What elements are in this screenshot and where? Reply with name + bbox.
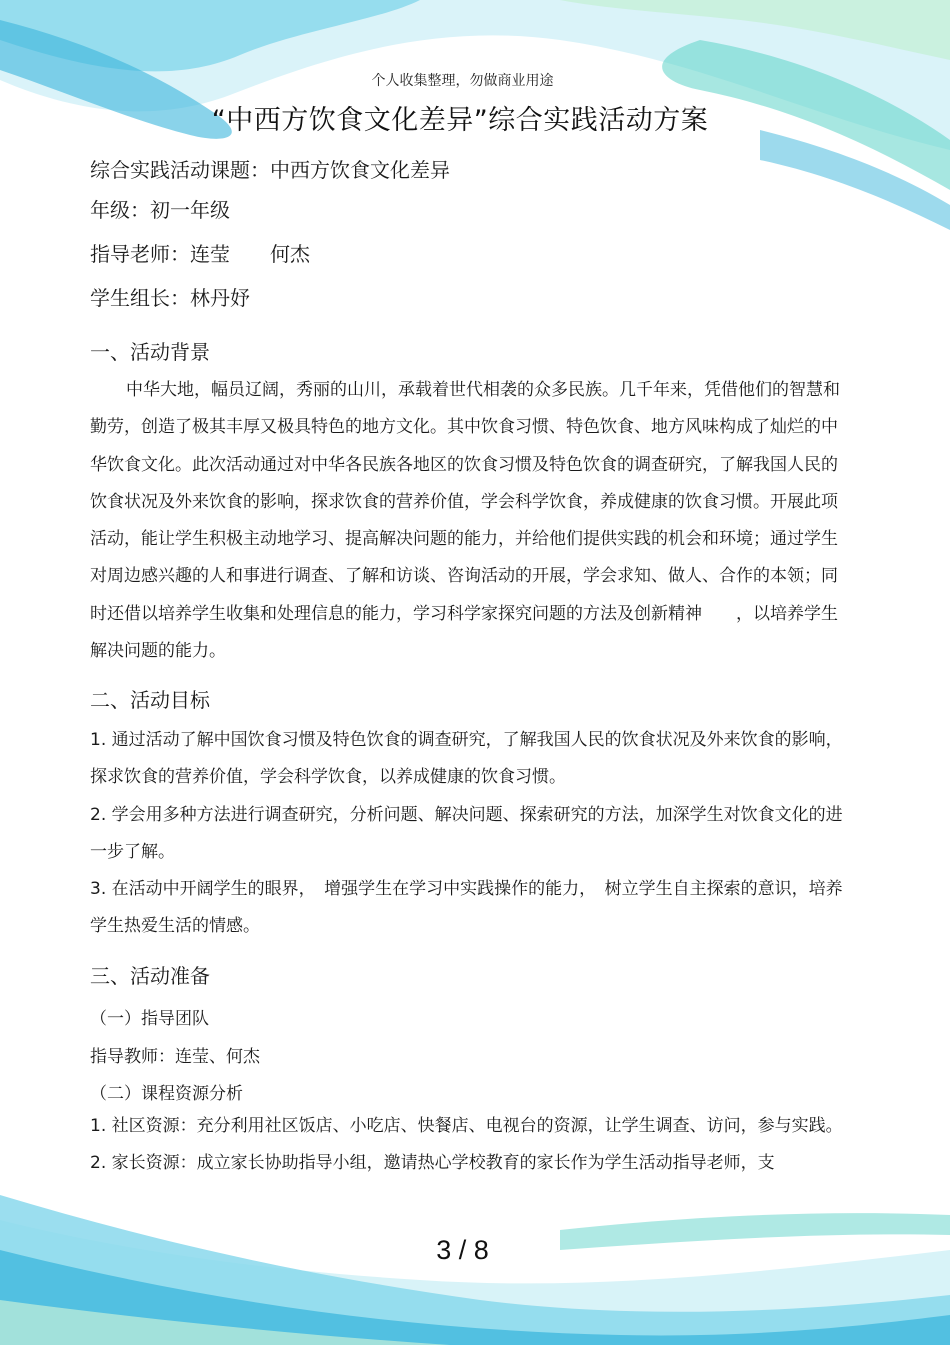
section-heading-preparation: 三、活动准备: [90, 964, 210, 988]
section-heading-goals: 二、活动目标: [90, 688, 210, 712]
goal-item-3: 3. 在活动中开阔学生的眼界， 增强学生在学习中实践操作的能力， 树立学生自主探索的意识，培养学生热爱生活的情感。: [90, 879, 843, 937]
teachers-line: 指导老师：连莹 何杰: [90, 242, 310, 266]
background-paragraph: [90, 372, 850, 670]
team-teachers-line: 指导教师：连莹、何杰: [90, 1047, 260, 1067]
goal-item-1: 1. 通过活动了解中国饮食习惯及特色饮食的调查研究，了解我国人民的饮食状况及外来饮食的影响，探求饮食的营养价值，学会科学饮食，以养成健康的饮食习惯。: [90, 730, 843, 788]
background-text: 中华大地，幅员辽阔，秀丽的山川，承载着世代相袭的众多民族。几千年来，凭借他们的智慧和勤劳，创造了极其丰厚又极具特色的地方文化。其中饮食习惯、特色饮食、地方风味构成了灿烂的中华饮食文化。此次活动通过对中华各民族各地区的饮食习惯及特色饮食的调查研究，了解我国人民的饮食状况及外来饮食的影响，探求饮食的营养价值，学会科学饮食，养成健康的饮食习惯。开展此项活动，能让学生积极主动地学习、提高解决问题的能力，并给他们提供实践的机会和环境；通过学生对周边感兴趣的人和事进行调查、了解和访谈、咨询活动的开展，学会求知、做人、合作的本领；同时还借以培养学生收集和处理信息的能力，学习科学家探究问题的方法及创新精神 ，以培养学生解决问题的能力。: [90, 380, 840, 662]
subheading-resources: （二）课程资源分析: [90, 1084, 243, 1104]
page-number: 3 / 8: [436, 1235, 489, 1265]
section-heading-background: 一、活动背景: [90, 340, 210, 364]
resource-item-community: 1. 社区资源：充分利用社区饭店、小吃店、快餐店、电视台的资源，让学生调查、访问，参与实践。: [90, 1116, 843, 1136]
subheading-team: （一）指导团队: [90, 1009, 209, 1029]
goal-item-2: 2. 学会用多种方法进行调查研究，分析问题、解决问题、探索研究的方法，加深学生对饮食文化的进一步了解。: [90, 804, 843, 862]
grade-line: 年级：初一年级: [90, 198, 230, 222]
goals-list: [90, 722, 850, 946]
leader-line: 学生组长：林丹妤: [90, 286, 250, 310]
resource-item-parents: 2. 家长资源：成立家长协助指导小组，邀请热心学校教育的家长作为学生活动指导老师，支: [90, 1153, 775, 1174]
watermark-text: 个人收集整理，勿做商业用途: [371, 73, 554, 89]
document-title: “中西方饮食文化差异”综合实践活动方案: [211, 105, 709, 136]
topic-line: 综合实践活动课题：中西方饮食文化差异: [90, 158, 450, 182]
resources-list: [90, 1108, 850, 1183]
